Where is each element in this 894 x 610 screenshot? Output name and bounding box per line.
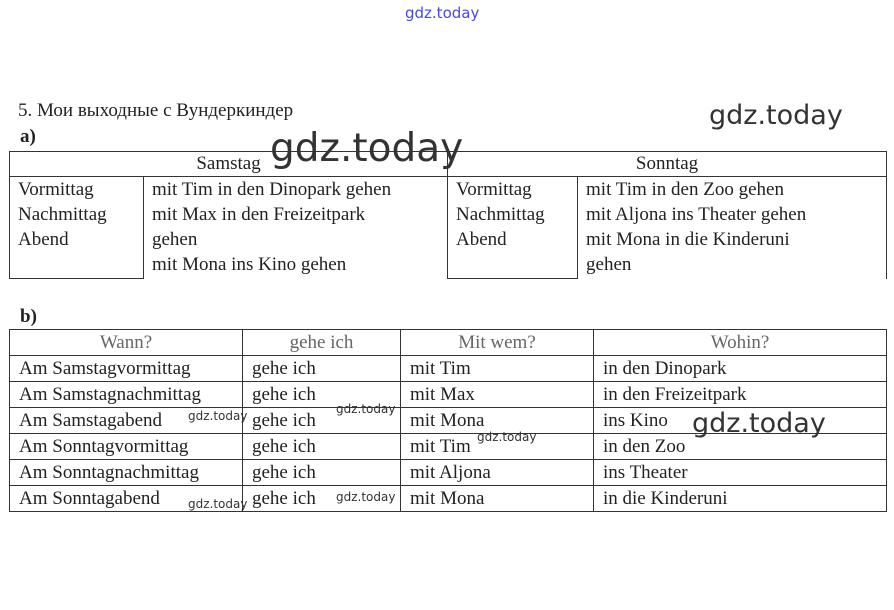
cell-where: in den Freizeitpark: [594, 382, 887, 408]
activity-line: mit Mona ins Kino gehen: [152, 254, 347, 275]
watermark-center: gdz.today: [270, 126, 464, 171]
part-a-label: a): [20, 126, 36, 147]
cell-verb: gehe ich: [243, 382, 401, 408]
cell-verb: gehe ich: [243, 434, 401, 460]
watermark-top: gdz.today: [405, 4, 480, 22]
activity-line: mit Tim in den Dinopark gehen: [152, 179, 392, 200]
saturday-activities-cell: [144, 177, 448, 279]
cell-when: Am Sonntagabend: [10, 486, 243, 512]
activity-line: mit Max in den Freizeitpark: [152, 204, 366, 225]
cell-with-whom: mit Max: [401, 382, 594, 408]
watermark-small: gdz.today: [336, 402, 396, 416]
saturday-times-cell: [10, 177, 144, 279]
time-label: Vormittag: [18, 179, 94, 200]
cell-verb: gehe ich: [243, 460, 401, 486]
header-verb: gehe ich: [243, 330, 401, 356]
cell-when: Am Sonntagnachmittag: [10, 460, 243, 486]
activity-line: mit Mona in die Kinderuni: [586, 229, 790, 250]
sunday-activities-cell: [578, 177, 887, 279]
activity-line: mit Aljona ins Theater gehen: [586, 204, 807, 225]
watermark-right: gdz.today: [709, 100, 843, 131]
cell-where: in den Zoo: [594, 434, 887, 460]
cell-where: ins Theater: [594, 460, 887, 486]
cell-when: Am Samstagnachmittag: [10, 382, 243, 408]
activity-line: mit Tim in den Zoo gehen: [586, 179, 784, 200]
cell-verb: gehe ich: [243, 356, 401, 382]
cell-verb: gehe ich: [243, 408, 401, 434]
table-row: [10, 460, 887, 486]
cell-where: in die Kinderuni: [594, 486, 887, 512]
header-with-whom: Mit wem?: [401, 330, 594, 356]
cell-with-whom: mit Mona: [401, 486, 594, 512]
time-label: Abend: [456, 229, 507, 250]
cell-when: Am Samstagabend: [10, 408, 243, 434]
table-row: [10, 356, 887, 382]
activity-line: gehen: [152, 229, 198, 250]
header-where: Wohin?: [594, 330, 887, 356]
cell-with-whom: mit Tim: [401, 356, 594, 382]
sunday-times-cell: [448, 177, 578, 279]
cell-verb: gehe ich: [243, 486, 401, 512]
activity-line: gehen: [586, 254, 632, 275]
header-when: Wann?: [10, 330, 243, 356]
time-label: Nachmittag: [18, 204, 107, 225]
watermark-small: gdz.today: [188, 497, 248, 511]
time-label: Vormittag: [456, 179, 532, 200]
table-row: [10, 382, 887, 408]
cell-with-whom: mit Tim: [401, 434, 594, 460]
cell-with-whom: mit Aljona: [401, 460, 594, 486]
cell-where: in den Dinopark: [594, 356, 887, 382]
watermark-middle: gdz.today: [692, 408, 826, 439]
cell-where: ins Kino: [594, 408, 887, 434]
watermark-small: gdz.today: [188, 409, 248, 423]
time-label: Nachmittag: [456, 204, 545, 225]
cell-with-whom: mit Mona: [401, 408, 594, 434]
time-label: Abend: [18, 229, 69, 250]
table-row: [10, 486, 887, 512]
cell-when: Am Sonntagvormittag: [10, 434, 243, 460]
watermark-small: gdz.today: [477, 430, 537, 444]
watermark-small: gdz.today: [336, 490, 396, 504]
exercise-heading: 5. Мои выходные с Вундеркиндер: [18, 100, 294, 121]
part-b-label: b): [20, 306, 37, 327]
header-saturday: Samstag: [10, 152, 448, 177]
header-sunday: Sonntag: [448, 152, 887, 177]
cell-when: Am Samstagvormittag: [10, 356, 243, 382]
